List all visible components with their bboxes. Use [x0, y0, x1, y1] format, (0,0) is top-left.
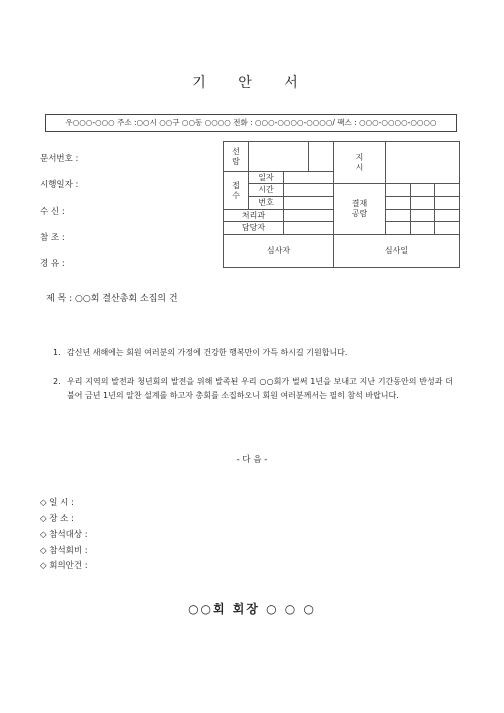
label-ilja: 일자: [258, 172, 274, 182]
item-place: ◇ 장 소 :: [40, 514, 74, 524]
cell-gyeoljae-3b: [411, 210, 435, 222]
cell-ilja: [249, 172, 284, 184]
item-attendees: ◇ 참석대상 :: [40, 530, 88, 540]
paragraph-2: [53, 375, 453, 417]
cell-beonho: [249, 197, 284, 210]
cell-gyeoljae-1a: [386, 184, 411, 197]
cell-jisi-content: [386, 142, 460, 184]
paragraph-2-number: 2.: [53, 377, 61, 386]
cell-gyeoljae-2c: [435, 197, 460, 210]
meta-recipient: 수 신 :: [40, 207, 65, 217]
cell-beonho-value: [284, 197, 334, 210]
cell-gyeoljae-4c: [435, 222, 460, 235]
cell-simsaja: [224, 235, 334, 268]
address-bar: 우○○○-○○○ 주소 :○○시 ○○구 ○○동 ○○○○ 전화 : ○○○-○○○○-○○○○/ 팩스 : ○○○-○○○○-○○○○: [45, 114, 457, 132]
cell-gyeoljae-1c: [435, 184, 460, 197]
paragraph-1-text: 감신년 새해에는 회원 여러분의 가정에 건강한 행복만이 가득 하시길 기원합니다.: [67, 348, 348, 357]
cell-ilja-value: [284, 172, 334, 184]
cell-jeopsu: [224, 172, 249, 210]
meta-issue-date: 시행일자 :: [40, 180, 79, 190]
cell-gyeoljae-4a: [386, 222, 411, 235]
cell-cheorigwa: [224, 210, 284, 222]
item-fee: ◇ 참석회비 :: [40, 546, 88, 556]
document-title: 기 안 서: [192, 75, 312, 91]
label-damdangja: 담당자: [241, 223, 266, 232]
meta-via: 경 유 :: [40, 259, 65, 269]
label-simsaja: 심사자: [266, 246, 291, 255]
cell-gyeoljae-2b: [411, 197, 435, 210]
label-jisi: 지 시: [355, 152, 364, 172]
cell-simsail: [334, 235, 460, 268]
cell-gyeoljae: [334, 184, 386, 235]
cell-sigan: [249, 184, 284, 197]
cell-gyeoljae-2a: [386, 197, 411, 210]
cell-cheorigwa-value: [284, 210, 334, 222]
cell-damdangja: [224, 222, 284, 235]
cell-gyeoljae-4b: [411, 222, 435, 235]
cell-damdangja-value: [284, 222, 334, 235]
paragraph-1-number: 1.: [53, 348, 61, 357]
cell-jisi: [334, 142, 386, 184]
label-jeopsu: 접 수: [232, 180, 240, 200]
cell-seonram-sign: [249, 142, 309, 172]
cell-sigan-value: [284, 184, 334, 197]
cell-seonram-sign-2: [309, 142, 334, 172]
label-gyeoljae: 결재 공람: [351, 199, 368, 218]
meta-reference: 참 조 :: [40, 233, 65, 243]
label-sigan: 시간: [258, 185, 274, 194]
approval-table: [223, 141, 460, 268]
paragraph-1: [53, 346, 453, 360]
label-simsail: 심사일: [384, 246, 409, 255]
item-agenda: ◇ 회의안건 :: [40, 561, 88, 571]
label-cheorigwa: 처리과: [241, 210, 266, 220]
meta-doc-number: 문서번호 :: [40, 154, 79, 164]
item-datetime: ◇ 일 시 :: [40, 498, 74, 508]
subject-line: 제 목 : ○○회 결산총회 소집의 건: [46, 294, 178, 304]
label-seonram: 선 람: [232, 146, 240, 166]
signature-line: ○○회 회장 ○ ○ ○: [188, 602, 316, 616]
paragraph-2-text: 우리 지역의 발전과 청년회의 발전을 위해 발족된 우리 ○○회가 벌써 1년을 보내고 지난 기간동안의 반성과 더불어 금년 1년의 알찬 설계를 하고자 총회를 소집하오니 회원 여러분께서는 필히 참석 바랍니다.: [67, 377, 453, 400]
cell-gyeoljae-1b: [411, 184, 435, 197]
cell-seonram: [224, 142, 249, 172]
label-beonho: 번호: [258, 198, 274, 207]
cell-gyeoljae-3c: [435, 210, 460, 222]
daeum-heading: - 다 음 -: [236, 455, 268, 465]
cell-gyeoljae-3a: [386, 210, 411, 222]
